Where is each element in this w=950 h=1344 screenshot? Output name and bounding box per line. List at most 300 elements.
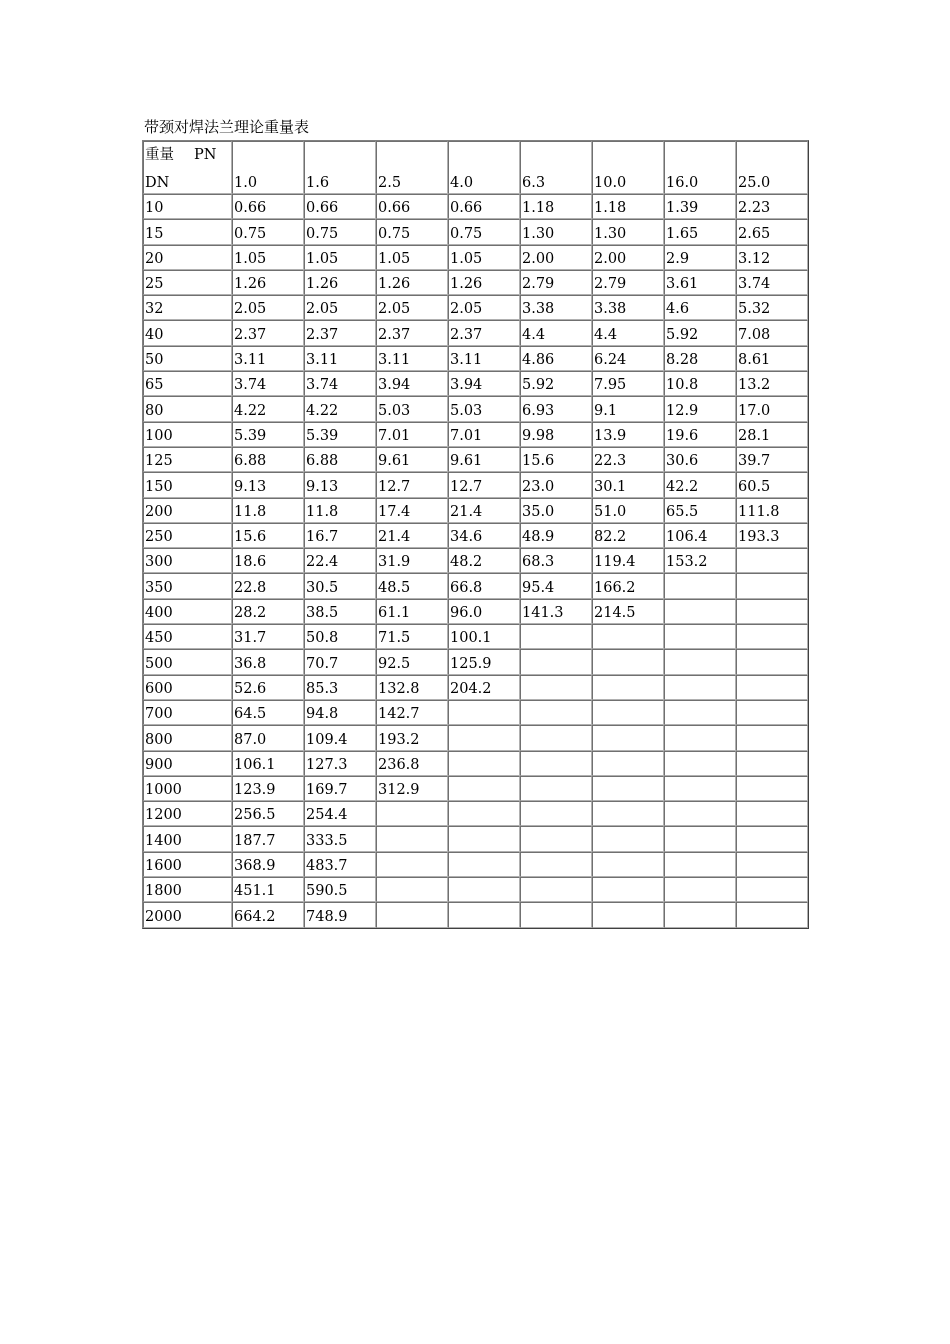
weight-cell: 106.1: [232, 751, 304, 776]
pn-header-cell: 1.6: [304, 141, 376, 194]
weight-cell: 1.05: [304, 245, 376, 270]
table-row: [143, 826, 808, 851]
weight-cell: [520, 675, 592, 700]
weight-cell: 7.01: [376, 422, 448, 447]
flange-weight-table: [142, 140, 809, 929]
weight-cell: [664, 675, 736, 700]
pn-label: PN: [194, 147, 217, 163]
table-row: [143, 801, 808, 826]
dn-cell: 1000: [143, 776, 232, 801]
table-row: [143, 371, 808, 396]
weight-cell: 9.1: [592, 396, 664, 421]
weight-cell: 52.6: [232, 675, 304, 700]
weight-cell: [664, 649, 736, 674]
pn-header-cell: 4.0: [448, 141, 520, 194]
weight-cell: 1.30: [520, 219, 592, 244]
weight-cell: 141.3: [520, 599, 592, 624]
weight-cell: 17.4: [376, 498, 448, 523]
weight-cell: 1.26: [376, 270, 448, 295]
table-row: [143, 194, 808, 219]
weight-cell: 4.6: [664, 295, 736, 320]
weight-cell: 2.37: [232, 320, 304, 345]
weight-cell: [520, 725, 592, 750]
weight-cell: 6.88: [304, 447, 376, 472]
weight-cell: 312.9: [376, 776, 448, 801]
weight-cell: [664, 700, 736, 725]
weight-cell: 106.4: [664, 523, 736, 548]
weight-cell: 5.92: [664, 320, 736, 345]
weight-cell: 111.8: [736, 498, 808, 523]
weight-cell: [520, 801, 592, 826]
weight-cell: 5.39: [304, 422, 376, 447]
weight-cell: 1.05: [376, 245, 448, 270]
weight-cell: 50.8: [304, 624, 376, 649]
dn-cell: 600: [143, 675, 232, 700]
weight-cell: [736, 776, 808, 801]
weight-cell: 18.6: [232, 548, 304, 573]
weight-cell: 82.2: [592, 523, 664, 548]
table-row: [143, 219, 808, 244]
weight-cell: 193.3: [736, 523, 808, 548]
weight-cell: [376, 902, 448, 927]
weight-cell: [448, 826, 520, 851]
weight-cell: 5.39: [232, 422, 304, 447]
weight-cell: 3.61: [664, 270, 736, 295]
weight-cell: 35.0: [520, 498, 592, 523]
weight-cell: 125.9: [448, 649, 520, 674]
weight-cell: 96.0: [448, 599, 520, 624]
weight-cell: [592, 852, 664, 877]
weight-cell: 31.9: [376, 548, 448, 573]
weight-cell: 51.0: [592, 498, 664, 523]
weight-cell: 12.9: [664, 396, 736, 421]
table-row: [143, 675, 808, 700]
weight-cell: [664, 725, 736, 750]
weight-cell: 2.05: [448, 295, 520, 320]
weight-cell: [736, 599, 808, 624]
weight-cell: 7.01: [448, 422, 520, 447]
weight-cell: 64.5: [232, 700, 304, 725]
table-row: [143, 877, 808, 902]
table-row: [143, 422, 808, 447]
weight-cell: [736, 700, 808, 725]
weight-cell: 38.5: [304, 599, 376, 624]
weight-cell: [376, 801, 448, 826]
weight-cell: 0.66: [304, 194, 376, 219]
dn-cell: 250: [143, 523, 232, 548]
weight-cell: 1.39: [664, 194, 736, 219]
weight-cell: 19.6: [664, 422, 736, 447]
dn-cell: 40: [143, 320, 232, 345]
table-row: [143, 573, 808, 598]
weight-cell: 3.11: [304, 346, 376, 371]
weight-cell: 3.38: [520, 295, 592, 320]
weight-cell: 30.6: [664, 447, 736, 472]
weight-cell: [592, 725, 664, 750]
pn-header-cell: 6.3: [520, 141, 592, 194]
weight-cell: [736, 573, 808, 598]
weight-cell: 3.38: [592, 295, 664, 320]
weight-cell: 12.7: [376, 472, 448, 497]
dn-cell: 50: [143, 346, 232, 371]
weight-cell: [376, 877, 448, 902]
table-row: [143, 725, 808, 750]
weight-cell: 0.75: [448, 219, 520, 244]
weight-cell: 590.5: [304, 877, 376, 902]
dn-cell: 20: [143, 245, 232, 270]
weight-cell: 13.2: [736, 371, 808, 396]
table-row: [143, 523, 808, 548]
weight-cell: 2.37: [304, 320, 376, 345]
table-row: [143, 270, 808, 295]
weight-cell: 2.05: [376, 295, 448, 320]
weight-cell: 9.61: [376, 447, 448, 472]
weight-cell: 214.5: [592, 599, 664, 624]
weight-cell: 333.5: [304, 826, 376, 851]
weight-cell: [736, 548, 808, 573]
weight-cell: 22.4: [304, 548, 376, 573]
dn-cell: 400: [143, 599, 232, 624]
weight-cell: 21.4: [376, 523, 448, 548]
weight-cell: 153.2: [664, 548, 736, 573]
weight-cell: [520, 877, 592, 902]
table-row: [143, 751, 808, 776]
table-row: [143, 548, 808, 573]
dn-cell: 500: [143, 649, 232, 674]
weight-cell: 17.0: [736, 396, 808, 421]
weight-cell: 8.28: [664, 346, 736, 371]
weight-cell: [592, 801, 664, 826]
table-row: [143, 320, 808, 345]
weight-cell: 256.5: [232, 801, 304, 826]
pn-header-cell: 10.0: [592, 141, 664, 194]
dn-cell: 32: [143, 295, 232, 320]
weight-cell: 48.5: [376, 573, 448, 598]
weight-cell: 9.98: [520, 422, 592, 447]
table-row: [143, 346, 808, 371]
dn-cell: 2000: [143, 902, 232, 927]
weight-cell: 3.74: [232, 371, 304, 396]
weight-cell: 3.11: [232, 346, 304, 371]
weight-cell: 4.22: [304, 396, 376, 421]
weight-cell: 94.8: [304, 700, 376, 725]
weight-cell: [664, 751, 736, 776]
weight-cell: 236.8: [376, 751, 448, 776]
weight-cell: [664, 776, 736, 801]
weight-cell: 2.00: [592, 245, 664, 270]
weight-cell: 451.1: [232, 877, 304, 902]
weight-cell: 109.4: [304, 725, 376, 750]
dn-cell: 15: [143, 219, 232, 244]
corner-header-cell: [143, 141, 232, 194]
weight-cell: 13.9: [592, 422, 664, 447]
weight-cell: [592, 776, 664, 801]
dn-cell: 800: [143, 725, 232, 750]
weight-cell: 28.2: [232, 599, 304, 624]
weight-cell: [448, 801, 520, 826]
pn-header-cell: 16.0: [664, 141, 736, 194]
table-row: [143, 776, 808, 801]
weight-cell: 65.5: [664, 498, 736, 523]
weight-cell: 22.8: [232, 573, 304, 598]
weight-cell: 1.18: [592, 194, 664, 219]
weight-cell: [520, 751, 592, 776]
weight-cell: [592, 624, 664, 649]
weight-cell: 3.94: [376, 371, 448, 396]
table-row: [143, 649, 808, 674]
weight-cell: 1.26: [448, 270, 520, 295]
weight-cell: 6.93: [520, 396, 592, 421]
weight-cell: [520, 649, 592, 674]
weight-cell: [592, 902, 664, 927]
weight-cell: [520, 776, 592, 801]
weight-cell: [448, 902, 520, 927]
weight-cell: 0.66: [232, 194, 304, 219]
weight-cell: [448, 852, 520, 877]
page-title: 带颈对焊法兰理论重量表: [144, 118, 310, 136]
weight-label: 重量: [145, 147, 174, 163]
dn-cell: 1200: [143, 801, 232, 826]
weight-cell: 71.5: [376, 624, 448, 649]
weight-cell: 193.2: [376, 725, 448, 750]
table-header-row: [143, 141, 808, 194]
weight-cell: 66.8: [448, 573, 520, 598]
weight-cell: 132.8: [376, 675, 448, 700]
weight-cell: 1.30: [592, 219, 664, 244]
weight-cell: 0.66: [448, 194, 520, 219]
weight-cell: [592, 700, 664, 725]
weight-cell: [736, 877, 808, 902]
dn-cell: 1800: [143, 877, 232, 902]
weight-cell: [664, 624, 736, 649]
weight-cell: 30.5: [304, 573, 376, 598]
weight-cell: 123.9: [232, 776, 304, 801]
weight-cell: 8.61: [736, 346, 808, 371]
weight-cell: 12.7: [448, 472, 520, 497]
weight-cell: 3.94: [448, 371, 520, 396]
weight-cell: [448, 751, 520, 776]
weight-cell: [520, 902, 592, 927]
weight-cell: 5.03: [376, 396, 448, 421]
weight-cell: 85.3: [304, 675, 376, 700]
table-row: [143, 852, 808, 877]
weight-cell: 2.65: [736, 219, 808, 244]
weight-cell: [664, 902, 736, 927]
weight-cell: 11.8: [304, 498, 376, 523]
dn-cell: 1400: [143, 826, 232, 851]
weight-cell: [736, 801, 808, 826]
weight-cell: 4.86: [520, 346, 592, 371]
weight-cell: [376, 826, 448, 851]
dn-cell: 25: [143, 270, 232, 295]
table-row: [143, 472, 808, 497]
weight-cell: 68.3: [520, 548, 592, 573]
weight-cell: 0.75: [304, 219, 376, 244]
weight-cell: [520, 624, 592, 649]
dn-cell: 100: [143, 422, 232, 447]
weight-cell: [664, 852, 736, 877]
dn-cell: 200: [143, 498, 232, 523]
dn-cell: 300: [143, 548, 232, 573]
weight-cell: 2.37: [376, 320, 448, 345]
weight-cell: [736, 725, 808, 750]
weight-cell: [592, 751, 664, 776]
weight-cell: [664, 801, 736, 826]
weight-cell: 204.2: [448, 675, 520, 700]
table-row: [143, 902, 808, 927]
weight-cell: 3.74: [736, 270, 808, 295]
dn-cell: 700: [143, 700, 232, 725]
weight-cell: [448, 725, 520, 750]
weight-cell: 3.11: [448, 346, 520, 371]
weight-cell: 10.8: [664, 371, 736, 396]
weight-cell: 1.18: [520, 194, 592, 219]
weight-cell: 4.4: [520, 320, 592, 345]
weight-cell: 15.6: [520, 447, 592, 472]
weight-cell: 61.1: [376, 599, 448, 624]
weight-cell: [592, 649, 664, 674]
weight-cell: [736, 649, 808, 674]
weight-cell: 28.1: [736, 422, 808, 447]
weight-cell: 2.23: [736, 194, 808, 219]
pn-header-cell: 25.0: [736, 141, 808, 194]
weight-cell: 187.7: [232, 826, 304, 851]
weight-cell: 9.13: [304, 472, 376, 497]
weight-cell: 70.7: [304, 649, 376, 674]
weight-cell: 48.2: [448, 548, 520, 573]
weight-cell: [592, 877, 664, 902]
weight-cell: 127.3: [304, 751, 376, 776]
dn-cell: 65: [143, 371, 232, 396]
table-row: [143, 624, 808, 649]
weight-cell: [376, 852, 448, 877]
weight-cell: 92.5: [376, 649, 448, 674]
weight-cell: [448, 700, 520, 725]
weight-cell: 1.05: [448, 245, 520, 270]
weight-cell: 5.92: [520, 371, 592, 396]
weight-cell: 60.5: [736, 472, 808, 497]
weight-cell: 100.1: [448, 624, 520, 649]
weight-cell: [736, 624, 808, 649]
weight-cell: [736, 902, 808, 927]
weight-cell: [448, 877, 520, 902]
weight-cell: 42.2: [664, 472, 736, 497]
dn-cell: 350: [143, 573, 232, 598]
weight-cell: 5.03: [448, 396, 520, 421]
weight-cell: 2.9: [664, 245, 736, 270]
weight-cell: [736, 751, 808, 776]
weight-cell: [736, 852, 808, 877]
weight-cell: 30.1: [592, 472, 664, 497]
weight-cell: 15.6: [232, 523, 304, 548]
weight-cell: 483.7: [304, 852, 376, 877]
weight-cell: 36.8: [232, 649, 304, 674]
weight-cell: 2.79: [520, 270, 592, 295]
weight-cell: 2.00: [520, 245, 592, 270]
dn-cell: 450: [143, 624, 232, 649]
weight-cell: 7.95: [592, 371, 664, 396]
weight-cell: 2.05: [304, 295, 376, 320]
weight-cell: [736, 675, 808, 700]
table-row: [143, 700, 808, 725]
weight-cell: 6.88: [232, 447, 304, 472]
weight-cell: 95.4: [520, 573, 592, 598]
table-row: [143, 599, 808, 624]
weight-cell: 31.7: [232, 624, 304, 649]
dn-cell: 900: [143, 751, 232, 776]
weight-cell: 142.7: [376, 700, 448, 725]
weight-cell: [520, 826, 592, 851]
weight-cell: [592, 826, 664, 851]
dn-cell: 150: [143, 472, 232, 497]
weight-cell: 9.13: [232, 472, 304, 497]
weight-cell: [664, 573, 736, 598]
weight-cell: 664.2: [232, 902, 304, 927]
table-row: [143, 295, 808, 320]
weight-cell: [664, 599, 736, 624]
weight-cell: 4.22: [232, 396, 304, 421]
table-body: [143, 141, 808, 928]
table-row: [143, 447, 808, 472]
table-row: [143, 396, 808, 421]
weight-cell: [520, 700, 592, 725]
weight-cell: 23.0: [520, 472, 592, 497]
dn-cell: 80: [143, 396, 232, 421]
table-row: [143, 498, 808, 523]
dn-label: DN: [145, 175, 170, 191]
weight-cell: [736, 826, 808, 851]
weight-cell: 0.66: [376, 194, 448, 219]
weight-cell: 87.0: [232, 725, 304, 750]
weight-cell: 39.7: [736, 447, 808, 472]
weight-cell: 11.8: [232, 498, 304, 523]
weight-cell: [664, 826, 736, 851]
weight-cell: 5.32: [736, 295, 808, 320]
weight-cell: 48.9: [520, 523, 592, 548]
weight-cell: 254.4: [304, 801, 376, 826]
weight-cell: 0.75: [232, 219, 304, 244]
weight-cell: 3.74: [304, 371, 376, 396]
pn-header-cell: 2.5: [376, 141, 448, 194]
weight-cell: 7.08: [736, 320, 808, 345]
weight-cell: 2.79: [592, 270, 664, 295]
weight-cell: 0.75: [376, 219, 448, 244]
dn-cell: 1600: [143, 852, 232, 877]
weight-cell: 368.9: [232, 852, 304, 877]
weight-cell: 3.11: [376, 346, 448, 371]
weight-cell: 22.3: [592, 447, 664, 472]
weight-cell: 3.12: [736, 245, 808, 270]
weight-cell: [664, 877, 736, 902]
weight-cell: 1.65: [664, 219, 736, 244]
dn-cell: 125: [143, 447, 232, 472]
weight-cell: 748.9: [304, 902, 376, 927]
weight-cell: 16.7: [304, 523, 376, 548]
pn-header-cell: 1.0: [232, 141, 304, 194]
dn-cell: 10: [143, 194, 232, 219]
weight-cell: 169.7: [304, 776, 376, 801]
weight-cell: 2.37: [448, 320, 520, 345]
weight-cell: 9.61: [448, 447, 520, 472]
weight-cell: 1.26: [232, 270, 304, 295]
weight-cell: 2.05: [232, 295, 304, 320]
weight-cell: 34.6: [448, 523, 520, 548]
weight-cell: 1.26: [304, 270, 376, 295]
weight-cell: [520, 852, 592, 877]
weight-cell: 166.2: [592, 573, 664, 598]
weight-cell: [592, 675, 664, 700]
weight-cell: 6.24: [592, 346, 664, 371]
